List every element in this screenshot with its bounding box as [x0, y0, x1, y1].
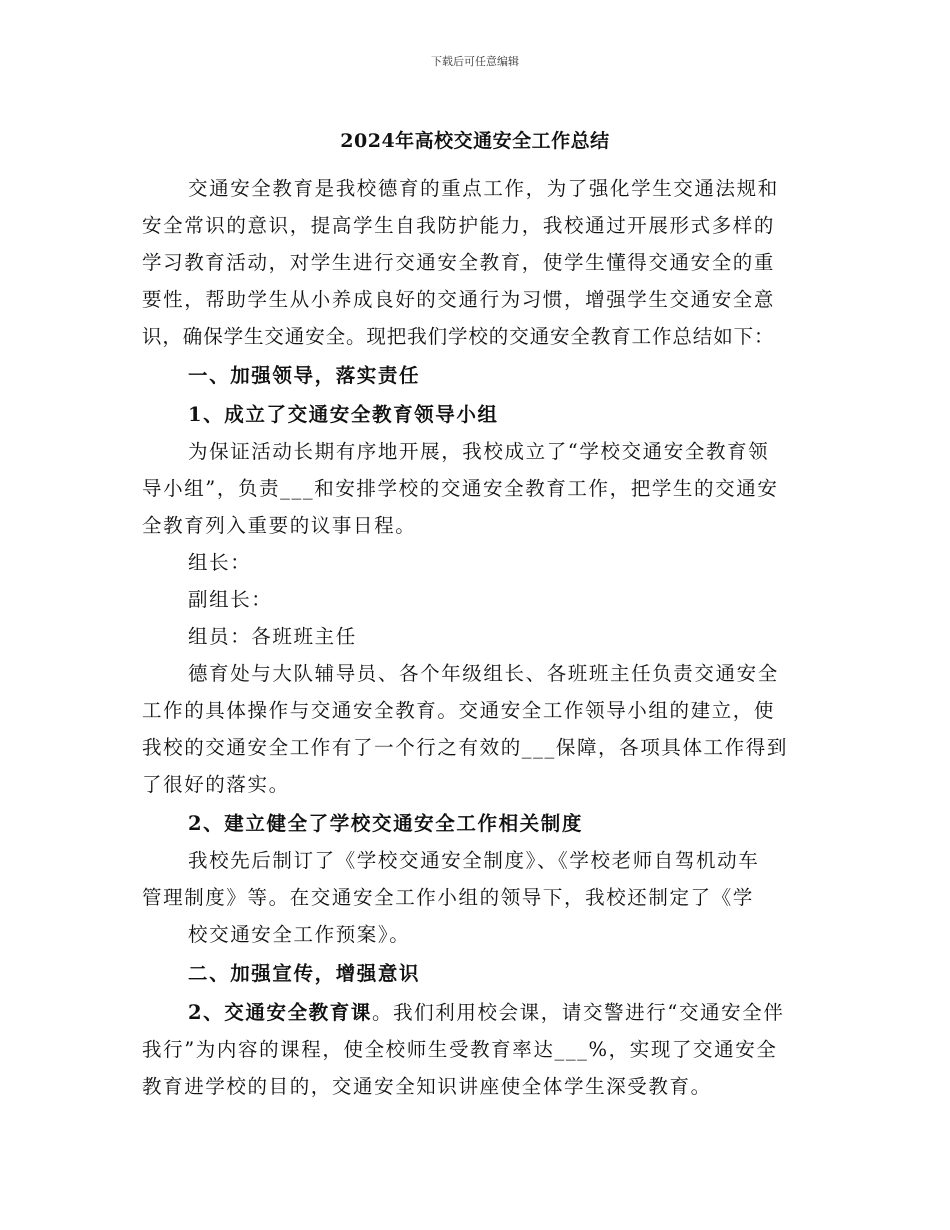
paragraph-line: 我行”为内容的课程，使全校师生受教育率达___%，实现了交通安全 — [142, 1038, 778, 1061]
subsection-heading: 2、建立健全了学校交通安全工作相关制度 — [188, 812, 583, 835]
paragraph-line: 导小组”，负责___和安排学校的交通安全教育工作，把学生的交通安 — [142, 477, 779, 500]
paragraph-line: 要性，帮助学生从小养成良好的交通行为习惯，增强学生交通安全意 — [142, 288, 776, 311]
paragraph-line: 德育处与大队辅导员、各个年级组长、各班班主任负责交通安全 — [188, 662, 779, 685]
paragraph-line: 安全常识的意识，提高学生自我防护能力，我校通过开展形式多样的 — [142, 214, 776, 237]
paragraph-text: 。我们利用校会课，请交警进行“交通安全伴 — [371, 1001, 785, 1024]
paragraph-line: 了很好的落实。 — [142, 773, 290, 796]
paragraph-line: 全教育列入重要的议事日程。 — [142, 514, 417, 537]
paragraph-line: 识，确保学生交通安全。现把我们学校的交通安全教育工作总结如下： — [142, 325, 775, 348]
paragraph-line: 管理制度》等。在交通安全工作小组的领导下，我校还制定了《学 — [142, 886, 754, 909]
group-deputy-line: 副组长： — [188, 588, 273, 611]
group-leader-line: 组长： — [188, 551, 252, 574]
paragraph-line: 为保证活动长期有序地开展，我校成立了“学校交通安全教育领 — [188, 440, 770, 463]
paragraph-line: 学习教育活动，对学生进行交通安全教育，使学生懂得交通安全的重 — [142, 251, 776, 274]
section-heading: 一、加强领导，落实责任 — [188, 364, 421, 387]
paragraph-line: 交通安全教育是我校德育的重点工作，为了强化学生交通法规和 — [188, 177, 779, 200]
page-header: 下载后可任意编辑 — [431, 55, 519, 68]
inline-heading: 2、交通安全教育课 — [188, 1001, 372, 1024]
section-heading: 二、加强宣传，增强意识 — [188, 962, 421, 985]
paragraph-line: 我校的交通安全工作有了一个行之有效的___保障，各项具体工作得到 — [142, 736, 788, 759]
document-body — [142, 170, 814, 1105]
paragraph-line — [142, 994, 814, 1031]
paragraph-line: 教育进学校的目的，交通安全知识讲座使全体学生深受教育。 — [142, 1075, 712, 1098]
paragraph-line: 校交通安全工作预案》。 — [188, 923, 411, 946]
subsection-heading: 1、成立了交通安全教育领导小组 — [188, 403, 499, 426]
group-members-line: 组员：各班班主任 — [188, 625, 357, 648]
paragraph-line: 工作的具体操作与交通安全教育。交通安全工作领导小组的建立，使 — [142, 699, 776, 722]
paragraph-line: 我校先后制订了《学校交通安全制度》、《学校老师自驾机动车 — [188, 849, 760, 872]
document-title: 2024年高校交通安全工作总结 — [340, 130, 610, 152]
